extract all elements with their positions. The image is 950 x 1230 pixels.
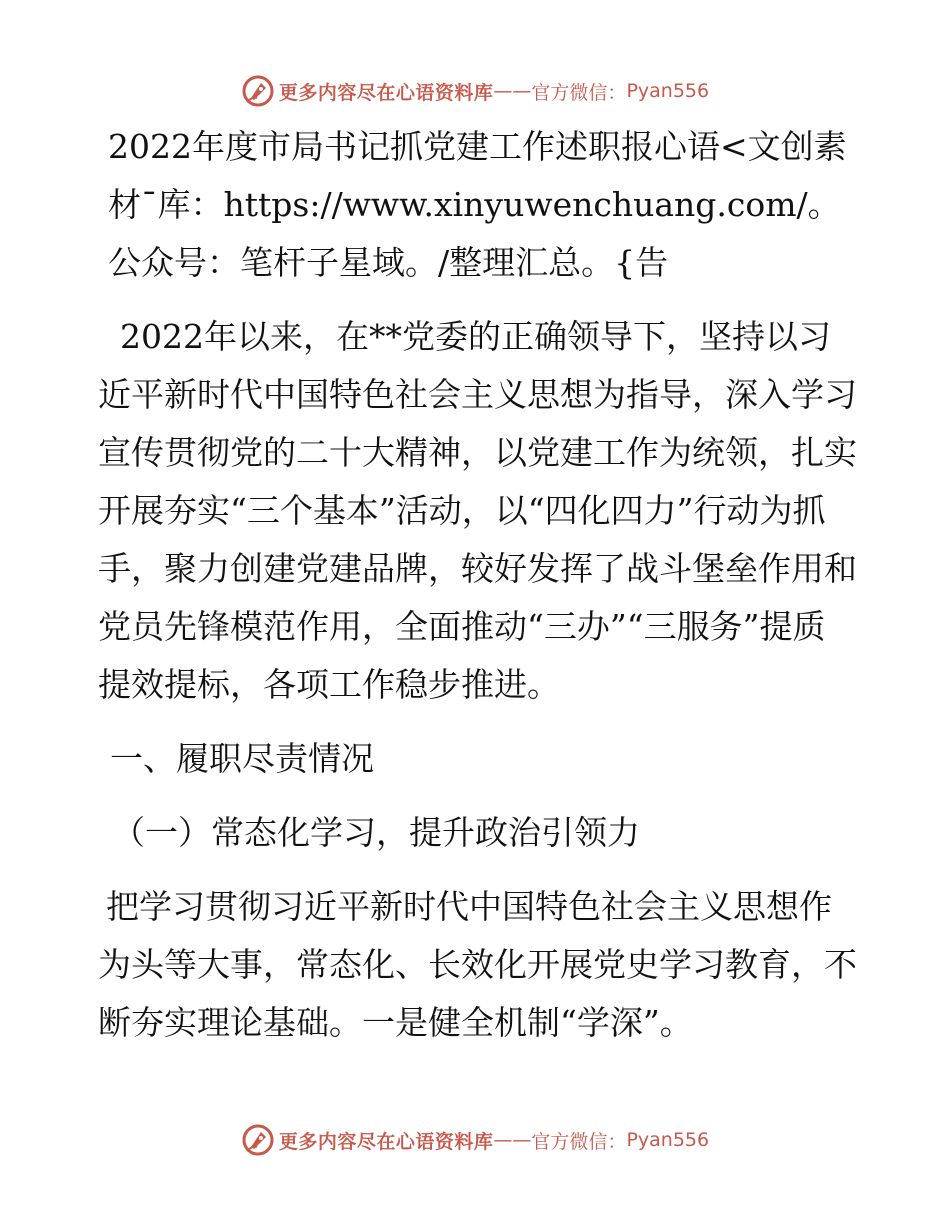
subsection-heading: （一）常态化学习，提升政治引领力 (112, 813, 640, 852)
document-title: 2022年度市局书记抓党建工作述职报心语<文创素材¯库：https://www.xinyuwenchuang.com/。公众号：笔杆子星域。/整理汇总。{告 (108, 127, 847, 282)
section-heading: 一、履职尽责情况 (110, 739, 374, 778)
document-body (98, 118, 858, 1052)
section-paragraph: 把学习贯彻习近平新时代中国特色社会主义思想作为头等大事，常态化、长效化开展党史学习教育，不断夯实理论基础。一是健全机制“学深”。 (98, 887, 857, 1042)
banner-tagline: 更多内容尽在心语资料库 (278, 1130, 494, 1153)
pen-nib-logo-icon (241, 74, 275, 108)
banner-wechat-id: Pyan556 (626, 80, 710, 102)
pen-nib-logo-icon (241, 1123, 275, 1157)
footer-banner (0, 1120, 950, 1160)
intro-paragraph: 2022年以来，在**党委的正确领导下，坚持以习近平新时代中国特色社会主义思想为指导，深入学习宣传贯彻党的二十大精神，以党建工作为统领，扎实开展夯实“三个基本”活动，以“四化四力”行动为抓手，聚力创建党建品牌，较好发挥了战斗堡垒作用和党员先锋模范作用，全面推动“三办”“三服务”提质提效提标，各项工作稳步推进。 (98, 317, 857, 704)
header-banner (0, 71, 950, 111)
banner-separator: —— (493, 80, 532, 102)
banner-separator: —— (493, 1129, 532, 1151)
banner-wechat-label: 官方微信： (531, 1130, 627, 1153)
banner-tagline: 更多内容尽在心语资料库 (278, 81, 494, 104)
banner-wechat-id: Pyan556 (626, 1129, 710, 1151)
banner-wechat-label: 官方微信： (531, 81, 627, 104)
